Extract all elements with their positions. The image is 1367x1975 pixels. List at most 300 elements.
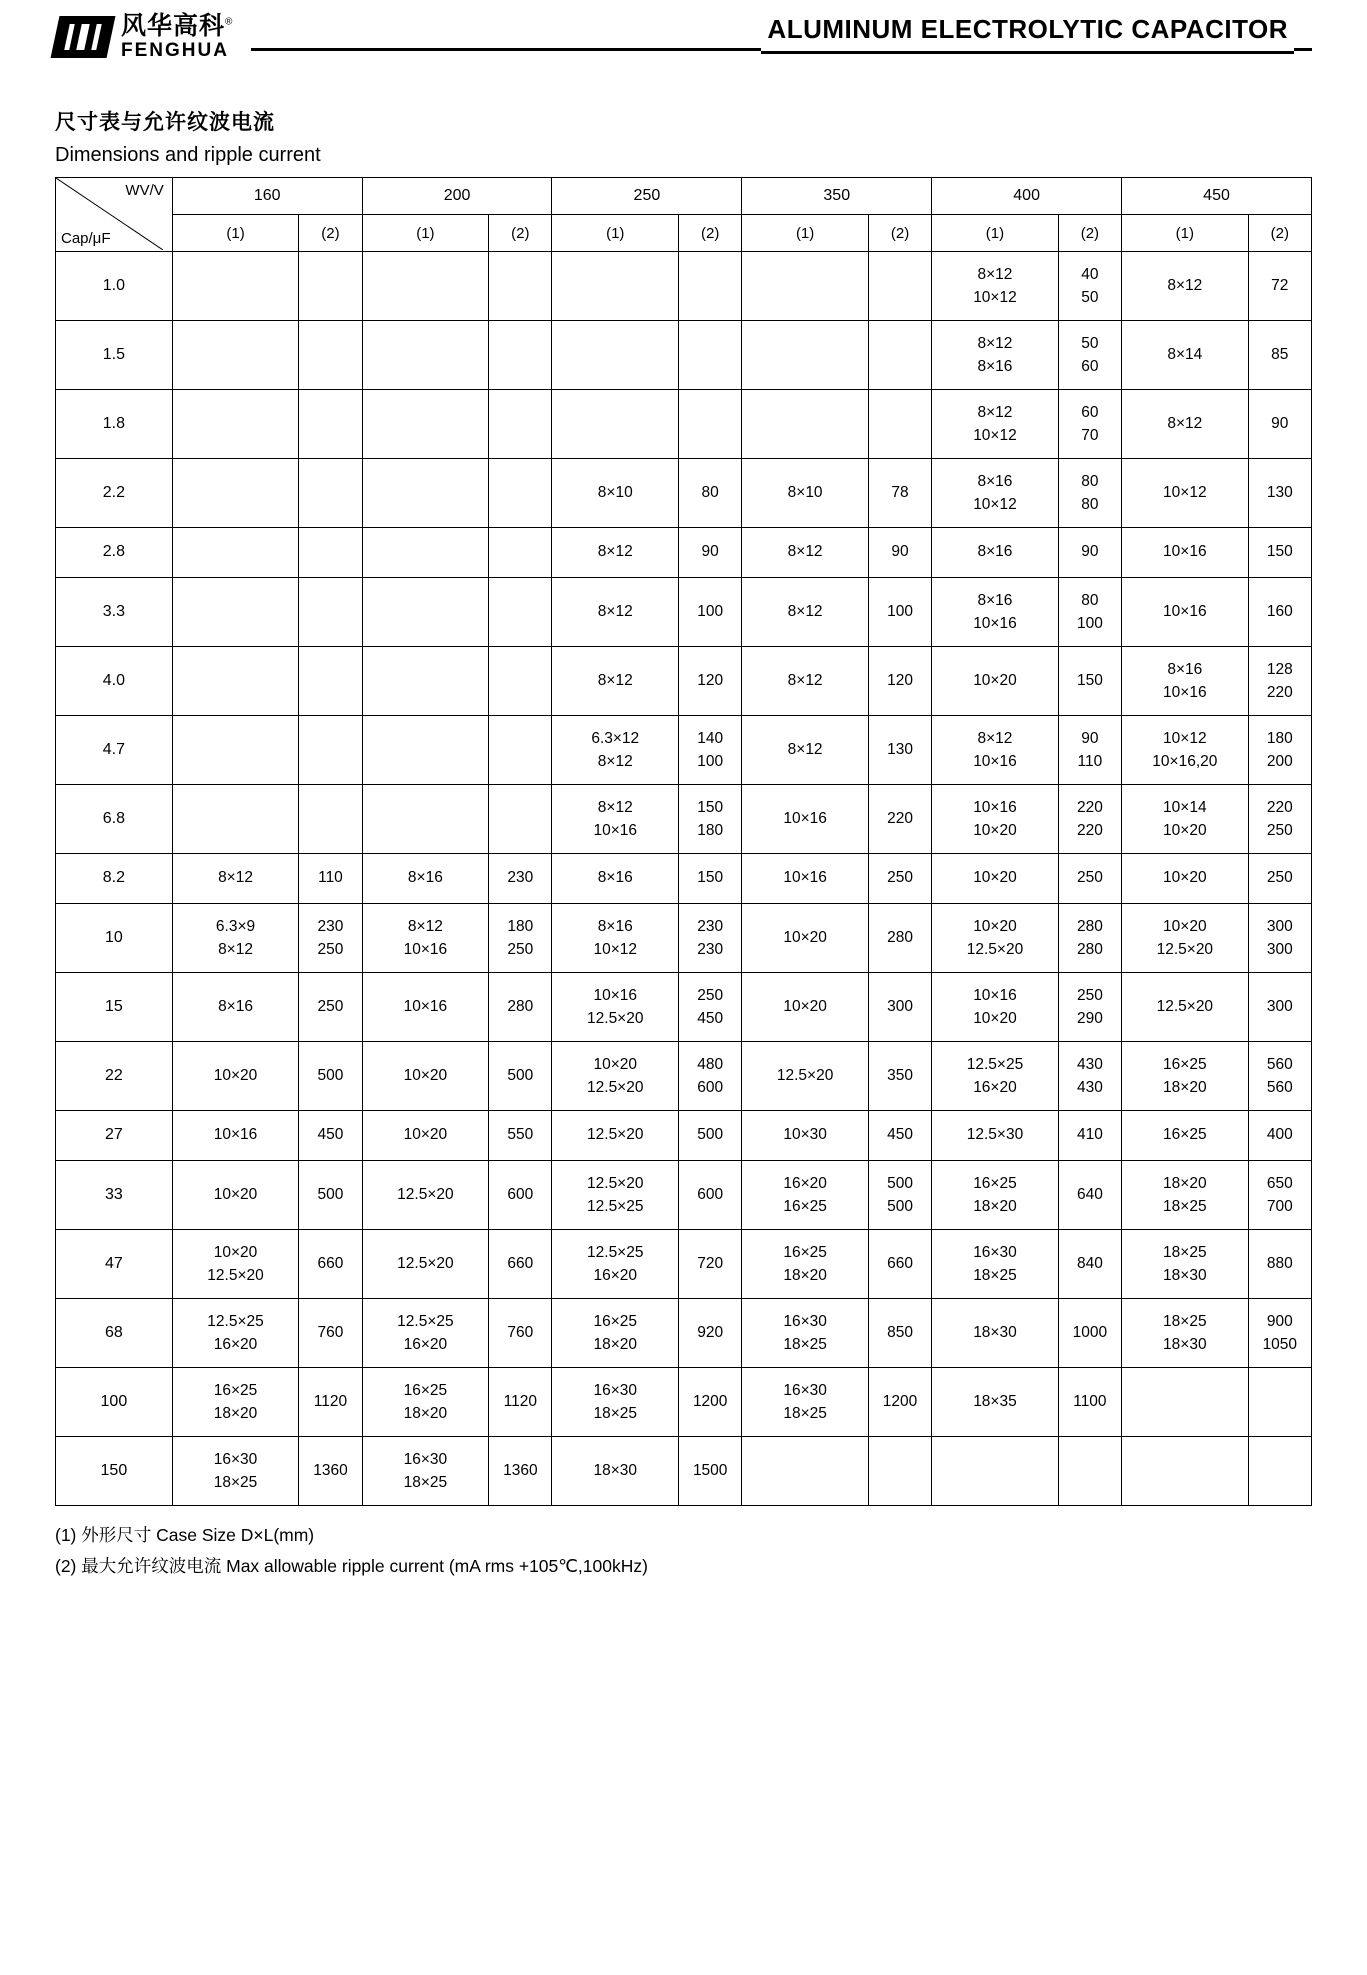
ripple-current-cell-160: 1120 (299, 1368, 362, 1437)
case-size-cell-350 (742, 1230, 869, 1299)
ripple-current-cell-200 (489, 459, 552, 528)
table-row (56, 1437, 1312, 1506)
case-size-cell-450: 8×12 (1122, 252, 1249, 321)
cell-line: 60 (1081, 358, 1099, 375)
cell-line: 220 (1076, 798, 1103, 816)
cell-line: 18×20 (213, 1405, 258, 1422)
header-title: ALUMINUM ELECTROLYTIC CAPACITOR (761, 14, 1294, 54)
ripple-current-cell-160: 500 (299, 1161, 362, 1230)
case-size-cell-350: 10×20 (742, 904, 869, 973)
case-size-cell-250 (552, 390, 679, 459)
table-row (56, 459, 1312, 528)
cell-line: 10×20 (1163, 917, 1207, 935)
cell-line: 150 (697, 798, 724, 816)
case-size-cell-250: 8×12 (552, 578, 679, 647)
cell-line: 600 (697, 1079, 724, 1096)
ripple-current-cell-250 (679, 1042, 742, 1111)
cap-value-cell: 150 (56, 1437, 173, 1506)
case-size-cell-400 (932, 1161, 1059, 1230)
cell-line: 430 (1076, 1079, 1103, 1096)
case-size-cell-160: 8×16 (172, 973, 299, 1042)
ripple-current-cell-160 (299, 390, 362, 459)
ripple-current-cell-400: 150 (1058, 647, 1121, 716)
sub-header-160-2: (2) (299, 215, 362, 252)
ripple-current-cell-200: 660 (489, 1230, 552, 1299)
cell-line: 12.5×20 (587, 1010, 644, 1027)
cap-value-cell: 6.8 (56, 785, 173, 854)
ripple-current-cell-450 (1248, 1299, 1311, 1368)
case-size-cell-400 (932, 578, 1059, 647)
ripple-current-cell-250 (679, 252, 742, 321)
registered-mark-icon: ® (225, 16, 234, 28)
ripple-current-cell-250: 920 (679, 1299, 742, 1368)
ripple-current-cell-250 (679, 321, 742, 390)
case-size-cell-450 (1122, 1299, 1249, 1368)
case-size-cell-400: 8×16 (932, 528, 1059, 578)
cell-line: 450 (697, 1010, 724, 1027)
ripple-current-cell-350 (868, 390, 931, 459)
cell-line: 6.3×12 (591, 729, 640, 747)
cell-line: 10×20 (973, 917, 1017, 935)
case-size-cell-350: 8×12 (742, 647, 869, 716)
case-size-cell-200: 12.5×20 (362, 1230, 489, 1299)
cell-line: 180 (697, 822, 724, 839)
cap-value-cell: 2.2 (56, 459, 173, 528)
table-head (56, 178, 1312, 252)
cell-line: 12.5×25 (207, 1312, 264, 1330)
case-size-cell-160 (172, 1299, 299, 1368)
case-size-cell-160 (172, 1437, 299, 1506)
cell-line: 12.5×20 (587, 1174, 644, 1192)
table-row (56, 252, 1312, 321)
table-row (56, 716, 1312, 785)
ripple-current-cell-350: 350 (868, 1042, 931, 1111)
ripple-current-cell-250 (679, 785, 742, 854)
header-row-subcolumns (56, 215, 1312, 252)
case-size-cell-400 (932, 252, 1059, 321)
ripple-current-cell-250 (679, 904, 742, 973)
cell-line: 10×16 (593, 986, 638, 1004)
cell-line: 200 (1266, 753, 1293, 770)
cell-line: 480 (697, 1055, 724, 1073)
case-size-cell-200: 8×16 (362, 854, 489, 904)
case-size-cell-350 (742, 1161, 869, 1230)
cell-line: 250 (1266, 822, 1293, 839)
case-size-cell-400: 12.5×30 (932, 1111, 1059, 1161)
ripple-current-cell-200: 760 (489, 1299, 552, 1368)
case-size-cell-450: 10×12 (1122, 459, 1249, 528)
ripple-current-cell-200 (489, 321, 552, 390)
ripple-current-cell-450: 250 (1248, 854, 1311, 904)
ripple-current-cell-200: 280 (489, 973, 552, 1042)
ripple-current-cell-200 (489, 716, 552, 785)
table-row (56, 321, 1312, 390)
cell-line: 560 (1266, 1055, 1293, 1073)
cell-line: 10×12 (593, 941, 638, 958)
ripple-current-cell-350 (868, 1161, 931, 1230)
ripple-current-cell-160 (299, 528, 362, 578)
ripple-current-cell-160: 110 (299, 854, 362, 904)
case-size-cell-250: 8×10 (552, 459, 679, 528)
cell-line: 16×20 (403, 1336, 448, 1353)
case-size-cell-200 (362, 578, 489, 647)
case-size-cell-200 (362, 1437, 489, 1506)
ripple-current-cell-250 (679, 973, 742, 1042)
cell-line: 10×16 (593, 822, 638, 839)
voltage-header-350: 350 (742, 178, 932, 215)
case-size-cell-250 (552, 973, 679, 1042)
cell-line: 10×20 (973, 822, 1017, 839)
brand-name-cn: 风华高科® (121, 12, 234, 40)
voltage-header-250: 250 (552, 178, 742, 215)
case-size-cell-160 (172, 785, 299, 854)
cell-line: 80 (1081, 496, 1099, 513)
case-size-cell-450 (1122, 1230, 1249, 1299)
ripple-current-cell-400 (1058, 578, 1121, 647)
cell-line: 110 (1077, 753, 1103, 770)
sub-header-200-1: (1) (362, 215, 489, 252)
cell-line: 6.3×9 (215, 917, 256, 935)
cell-line: 128 (1266, 660, 1293, 678)
cap-value-cell: 15 (56, 973, 173, 1042)
cell-line: 10×16 (403, 941, 448, 958)
table-row (56, 1299, 1312, 1368)
cell-line: 140 (697, 729, 724, 747)
case-size-cell-400: 10×20 (932, 854, 1059, 904)
header-divider-left (251, 14, 761, 51)
cell-line: 10×16,20 (1152, 753, 1218, 770)
ripple-current-cell-400 (1058, 973, 1121, 1042)
cell-line: 18×25 (973, 1267, 1017, 1284)
ripple-current-cell-350: 78 (868, 459, 931, 528)
cap-value-cell: 68 (56, 1299, 173, 1368)
case-size-cell-450: 8×12 (1122, 390, 1249, 459)
cell-line: 100 (697, 753, 724, 770)
case-size-cell-160 (172, 252, 299, 321)
cap-value-cell: 8.2 (56, 854, 173, 904)
case-size-cell-350: 10×16 (742, 854, 869, 904)
cell-line: 18×20 (783, 1267, 827, 1284)
case-size-cell-400 (932, 459, 1059, 528)
cap-value-cell: 10 (56, 904, 173, 973)
case-size-cell-160: 10×16 (172, 1111, 299, 1161)
ripple-current-cell-200: 550 (489, 1111, 552, 1161)
ripple-current-cell-400: 410 (1058, 1111, 1121, 1161)
cell-line: 12.5×20 (1156, 941, 1214, 958)
cell-line: 230 (317, 917, 344, 935)
ripple-current-cell-400 (1058, 785, 1121, 854)
cell-line: 230 (697, 917, 724, 935)
table-row (56, 578, 1312, 647)
sub-header-200-2: (2) (489, 215, 552, 252)
ripple-current-cell-350 (868, 1437, 931, 1506)
ripple-current-cell-350: 250 (868, 854, 931, 904)
ripple-current-cell-160 (299, 785, 362, 854)
ripple-current-cell-350: 1200 (868, 1368, 931, 1437)
table-row (56, 785, 1312, 854)
cell-line: 10×16 (973, 986, 1017, 1004)
ripple-current-cell-160 (299, 578, 362, 647)
case-size-cell-250 (552, 321, 679, 390)
cell-line: 10×20 (593, 1055, 638, 1073)
case-size-cell-400 (932, 1230, 1059, 1299)
cell-line: 16×20 (213, 1336, 258, 1353)
case-size-cell-350: 8×12 (742, 716, 869, 785)
table-row (56, 1230, 1312, 1299)
cap-value-cell: 22 (56, 1042, 173, 1111)
case-size-cell-250 (552, 252, 679, 321)
ripple-current-cell-400: 90 (1058, 528, 1121, 578)
case-size-cell-250 (552, 904, 679, 973)
ripple-current-cell-200 (489, 904, 552, 973)
sub-header-160-1: (1) (172, 215, 299, 252)
cell-line: 40 (1081, 265, 1099, 283)
ripple-current-cell-200: 1360 (489, 1437, 552, 1506)
ripple-current-cell-400 (1058, 904, 1121, 973)
cell-line: 180 (507, 917, 534, 935)
case-size-cell-350 (742, 252, 869, 321)
case-size-cell-160 (172, 716, 299, 785)
table-row (56, 1111, 1312, 1161)
case-size-cell-450 (1122, 1042, 1249, 1111)
case-size-cell-160 (172, 459, 299, 528)
case-size-cell-160: 8×12 (172, 854, 299, 904)
brand-logo (55, 14, 233, 60)
case-size-cell-250 (552, 1368, 679, 1437)
case-size-cell-200 (362, 390, 489, 459)
case-size-cell-450 (1122, 785, 1249, 854)
ripple-current-cell-350: 90 (868, 528, 931, 578)
ripple-current-cell-250 (679, 390, 742, 459)
case-size-cell-400: 18×35 (932, 1368, 1059, 1437)
cell-line: 10×20 (213, 1243, 258, 1261)
ripple-current-cell-250: 1500 (679, 1437, 742, 1506)
case-size-cell-400 (932, 1042, 1059, 1111)
cell-line: 16×20 (783, 1174, 827, 1192)
section-title-cn: 尺寸表与允许纹波电流 (55, 111, 275, 134)
case-size-cell-450: 16×25 (1122, 1111, 1249, 1161)
cell-line: 70 (1081, 427, 1099, 444)
cell-line: 560 (1266, 1079, 1293, 1096)
cell-line: 280 (1076, 917, 1103, 935)
header-row-voltage (56, 178, 1312, 215)
brand-name-en: FENGHUA (121, 40, 229, 61)
ripple-current-cell-400 (1058, 459, 1121, 528)
ripple-current-cell-200: 1120 (489, 1368, 552, 1437)
cell-line: 16×25 (213, 1381, 258, 1399)
ripple-current-cell-450 (1248, 1368, 1311, 1437)
cell-line: 18×25 (213, 1474, 258, 1491)
cell-line: 16×25 (593, 1312, 638, 1330)
case-size-cell-250 (552, 1230, 679, 1299)
cell-line: 10×12 (973, 289, 1017, 306)
case-size-cell-250 (552, 1299, 679, 1368)
cell-line: 10×12 (973, 496, 1017, 513)
case-size-cell-400 (932, 973, 1059, 1042)
ripple-current-cell-400: 1100 (1058, 1368, 1121, 1437)
cell-line: 50 (1081, 289, 1099, 306)
ripple-current-cell-350 (868, 321, 931, 390)
ripple-current-cell-200 (489, 252, 552, 321)
ripple-current-cell-450: 880 (1248, 1230, 1311, 1299)
case-size-cell-160 (172, 1368, 299, 1437)
case-size-cell-200 (362, 785, 489, 854)
ripple-current-cell-250: 600 (679, 1161, 742, 1230)
case-size-cell-160: 10×20 (172, 1161, 299, 1230)
case-size-cell-200 (362, 252, 489, 321)
cell-line: 10×12 (1163, 729, 1207, 747)
cell-line: 8×16 (977, 591, 1013, 609)
ripple-current-cell-200: 500 (489, 1042, 552, 1111)
ripple-current-cell-350: 220 (868, 785, 931, 854)
ripple-current-cell-200: 600 (489, 1161, 552, 1230)
case-size-cell-160 (172, 578, 299, 647)
cell-line: 16×30 (783, 1312, 827, 1330)
ripple-current-cell-450: 130 (1248, 459, 1311, 528)
ripple-current-cell-450: 90 (1248, 390, 1311, 459)
case-size-cell-350 (742, 1437, 869, 1506)
cell-line: 10×20 (1163, 822, 1207, 839)
cell-line: 16×30 (403, 1450, 448, 1468)
cell-line: 16×25 (783, 1198, 827, 1215)
cap-value-cell: 4.7 (56, 716, 173, 785)
case-size-cell-200: 10×20 (362, 1111, 489, 1161)
table-row (56, 1161, 1312, 1230)
page-header (55, 0, 1312, 66)
ripple-current-cell-350: 130 (868, 716, 931, 785)
cell-line: 12.5×25 (587, 1198, 644, 1215)
cell-line: 250 (1076, 986, 1103, 1004)
section-title-en: Dimensions and ripple current (55, 144, 321, 166)
ripple-current-cell-400: 1000 (1058, 1299, 1121, 1368)
cell-line: 18×25 (1163, 1198, 1207, 1215)
cap-value-cell: 27 (56, 1111, 173, 1161)
sub-header-350-1: (1) (742, 215, 869, 252)
case-size-cell-450: 10×16 (1122, 528, 1249, 578)
ripple-current-cell-450: 400 (1248, 1111, 1311, 1161)
case-size-cell-350: 8×10 (742, 459, 869, 528)
cell-line: 1050 (1262, 1336, 1298, 1353)
cell-line: 18×20 (1163, 1079, 1207, 1096)
case-size-cell-160: 10×20 (172, 1042, 299, 1111)
sub-header-250-2: (2) (679, 215, 742, 252)
case-size-cell-160 (172, 390, 299, 459)
table-body (56, 252, 1312, 1506)
ripple-current-cell-450: 300 (1248, 973, 1311, 1042)
cell-line: 220 (1266, 798, 1293, 816)
cell-line: 10×16 (973, 753, 1017, 770)
corner-label-voltage: WV/V (125, 182, 164, 199)
footnote-2: (2) 最大允许纹波电流 Max allowable ripple current (mA rms +105℃,100kHz) (55, 1555, 648, 1576)
cell-line: 18×20 (973, 1198, 1017, 1215)
ripple-current-cell-400 (1058, 252, 1121, 321)
sub-header-400-2: (2) (1058, 215, 1121, 252)
case-size-cell-400 (932, 1437, 1059, 1506)
case-size-cell-200 (362, 716, 489, 785)
cell-line: 18×25 (593, 1405, 638, 1422)
ripple-current-cell-400: 640 (1058, 1161, 1121, 1230)
sub-header-450-1: (1) (1122, 215, 1249, 252)
ripple-current-cell-250: 90 (679, 528, 742, 578)
cell-line: 12.5×25 (397, 1312, 454, 1330)
case-size-cell-200 (362, 459, 489, 528)
cell-line: 10×14 (1163, 798, 1207, 816)
case-size-cell-400: 18×30 (932, 1299, 1059, 1368)
case-size-cell-350: 10×30 (742, 1111, 869, 1161)
brand-text (121, 14, 233, 60)
cell-line: 8×12 (597, 753, 633, 770)
cell-line: 18×30 (1163, 1267, 1207, 1284)
voltage-header-400: 400 (932, 178, 1122, 215)
case-size-cell-350: 8×12 (742, 528, 869, 578)
cap-value-cell: 47 (56, 1230, 173, 1299)
table-row (56, 854, 1312, 904)
sub-header-350-2: (2) (868, 215, 931, 252)
ripple-current-cell-160 (299, 904, 362, 973)
footnotes (55, 1520, 1312, 1581)
case-size-cell-250: 8×12 (552, 528, 679, 578)
ripple-current-cell-160 (299, 716, 362, 785)
ripple-current-cell-200 (489, 528, 552, 578)
case-size-cell-450 (1122, 1161, 1249, 1230)
cell-line: 16×25 (1163, 1055, 1207, 1073)
ripple-current-cell-160: 250 (299, 973, 362, 1042)
cell-line: 230 (697, 941, 724, 958)
cap-value-cell: 33 (56, 1161, 173, 1230)
voltage-header-200: 200 (362, 178, 552, 215)
cell-line: 10×12 (973, 427, 1017, 444)
cap-value-cell: 1.0 (56, 252, 173, 321)
cell-line: 18×20 (403, 1405, 448, 1422)
case-size-cell-250: 8×16 (552, 854, 679, 904)
voltage-header-450: 450 (1122, 178, 1312, 215)
ripple-current-cell-350: 450 (868, 1111, 931, 1161)
cell-line: 8×12 (218, 941, 253, 958)
cell-line: 16×25 (783, 1243, 827, 1261)
cell-line: 500 (887, 1198, 913, 1215)
ripple-current-cell-450 (1248, 1042, 1311, 1111)
corner-label-capacitance: Cap/μF (61, 230, 111, 247)
cell-line: 18×25 (1163, 1243, 1207, 1261)
sub-header-450-2: (2) (1248, 215, 1311, 252)
cell-line: 12.5×20 (587, 1079, 644, 1096)
cell-line: 500 (887, 1174, 913, 1192)
ripple-current-cell-400 (1058, 716, 1121, 785)
case-size-cell-400 (932, 904, 1059, 973)
case-size-cell-450 (1122, 1368, 1249, 1437)
cell-line: 8×16 (977, 358, 1013, 375)
case-size-cell-350 (742, 1368, 869, 1437)
case-size-cell-200 (362, 1368, 489, 1437)
ripple-current-cell-250: 720 (679, 1230, 742, 1299)
ripple-current-cell-160: 760 (299, 1299, 362, 1368)
case-size-cell-400 (932, 716, 1059, 785)
cell-line: 8×16 (597, 917, 633, 935)
cell-line: 10×16 (973, 615, 1017, 632)
cell-line: 18×25 (403, 1474, 448, 1491)
cell-line: 16×20 (593, 1267, 638, 1284)
case-size-cell-400 (932, 321, 1059, 390)
cell-line: 80 (1081, 591, 1099, 609)
cell-line: 430 (1076, 1055, 1103, 1073)
ripple-current-cell-450 (1248, 1437, 1311, 1506)
ripple-current-cell-350: 660 (868, 1230, 931, 1299)
case-size-cell-250 (552, 785, 679, 854)
table-row (56, 647, 1312, 716)
table-row (56, 1042, 1312, 1111)
table-row (56, 528, 1312, 578)
ripple-current-cell-160 (299, 647, 362, 716)
